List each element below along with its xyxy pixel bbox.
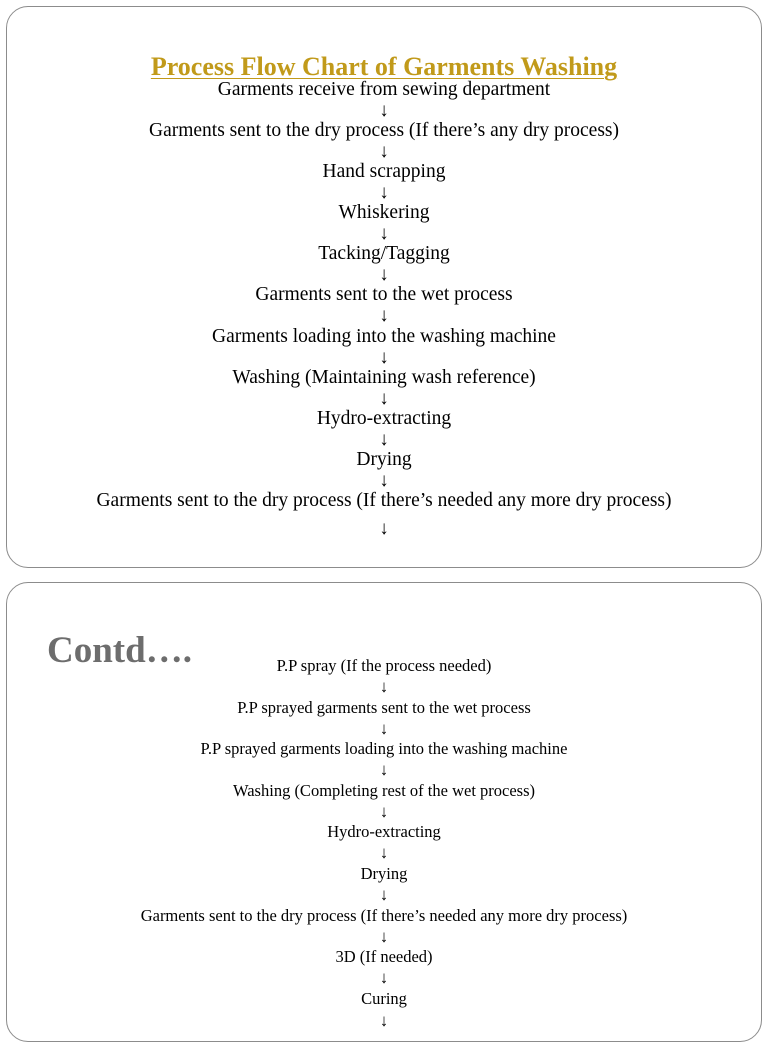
step-label: P.P sprayed garments loading into the washing machine: [200, 739, 568, 759]
down-arrow-icon: ↓: [379, 718, 389, 738]
down-arrow-icon: ↓: [379, 305, 389, 327]
step-label: Washing (Maintaining wash reference): [232, 366, 536, 388]
down-arrow-icon: ↓: [379, 346, 389, 368]
down-arrow-icon: ↓: [379, 264, 389, 286]
flow-step: [7, 946, 761, 988]
step-label: Garments loading into the washing machine: [212, 325, 556, 347]
down-arrow-icon: ↓: [379, 428, 389, 450]
flow-step: [7, 738, 761, 780]
flow-step: [7, 78, 761, 119]
step-label: Hand scrapping: [322, 161, 446, 183]
down-arrow-icon: ↓: [379, 968, 389, 988]
flow-step: [7, 863, 761, 905]
slide-contd: [6, 582, 762, 1042]
step-label: Hydro-extracting: [327, 822, 441, 842]
down-arrow-icon: ↓: [379, 469, 389, 491]
slide-process-flow: [6, 6, 762, 568]
slide-title: Process Flow Chart of Garments Washing: [150, 52, 618, 82]
flow-step: [7, 160, 761, 204]
process-flow-list: [7, 78, 761, 530]
down-arrow-icon: ↓: [379, 1011, 389, 1030]
flow-step: [7, 242, 761, 286]
step-label: Garments sent to the dry process (If there’s needed any more dry process): [140, 905, 628, 925]
step-label: Hydro-extracting: [316, 407, 452, 429]
flow-step: [7, 366, 761, 407]
step-label: Garments receive from sewing department: [217, 79, 551, 100]
step-label: Garments sent to the dry process (If there’s any dry process): [148, 120, 620, 142]
down-arrow-icon: ↓: [379, 760, 389, 780]
flow-step: [7, 905, 761, 947]
flow-step: [7, 283, 761, 327]
step-label: Whiskering: [338, 202, 430, 224]
down-arrow-icon: ↓: [379, 843, 389, 863]
down-arrow-icon: ↓: [379, 387, 389, 409]
down-arrow-icon: ↓: [379, 926, 389, 946]
step-label: 3D (If needed): [335, 947, 433, 967]
step-label: Curing: [361, 988, 407, 1008]
down-arrow-icon: ↓: [379, 801, 389, 821]
step-label: Garments sent to the wet process: [255, 284, 513, 306]
flow-step: [7, 201, 761, 245]
down-arrow-icon: ↓: [379, 223, 389, 245]
flow-step: [7, 448, 761, 489]
step-label: P.P sprayed garments sent to the wet process: [237, 697, 531, 717]
flow-step: [7, 780, 761, 822]
slide-title: Contd….: [47, 629, 192, 671]
down-arrow-icon: ↓: [379, 182, 389, 204]
step-label: Tacking/Tagging: [318, 243, 450, 265]
step-label: Garments sent to the dry process (If there’s needed any more dry process): [96, 489, 672, 511]
step-label: Washing (Completing rest of the wet process): [232, 780, 536, 800]
down-arrow-icon: ↓: [379, 677, 389, 696]
process-flow-list: [7, 655, 761, 1029]
flow-step: [7, 697, 761, 739]
step-label: Drying: [360, 863, 408, 883]
down-arrow-icon: ↓: [379, 518, 389, 539]
down-arrow-icon: ↓: [379, 141, 389, 163]
flow-step: [7, 407, 761, 448]
step-label: P.P spray (If the process needed): [276, 656, 492, 675]
step-label: Drying: [356, 448, 412, 470]
flow-step: [7, 655, 761, 697]
down-arrow-icon: ↓: [379, 100, 389, 121]
flow-step: [7, 325, 761, 366]
flow-step: [7, 119, 761, 163]
flow-step: [7, 821, 761, 863]
down-arrow-icon: ↓: [379, 884, 389, 904]
